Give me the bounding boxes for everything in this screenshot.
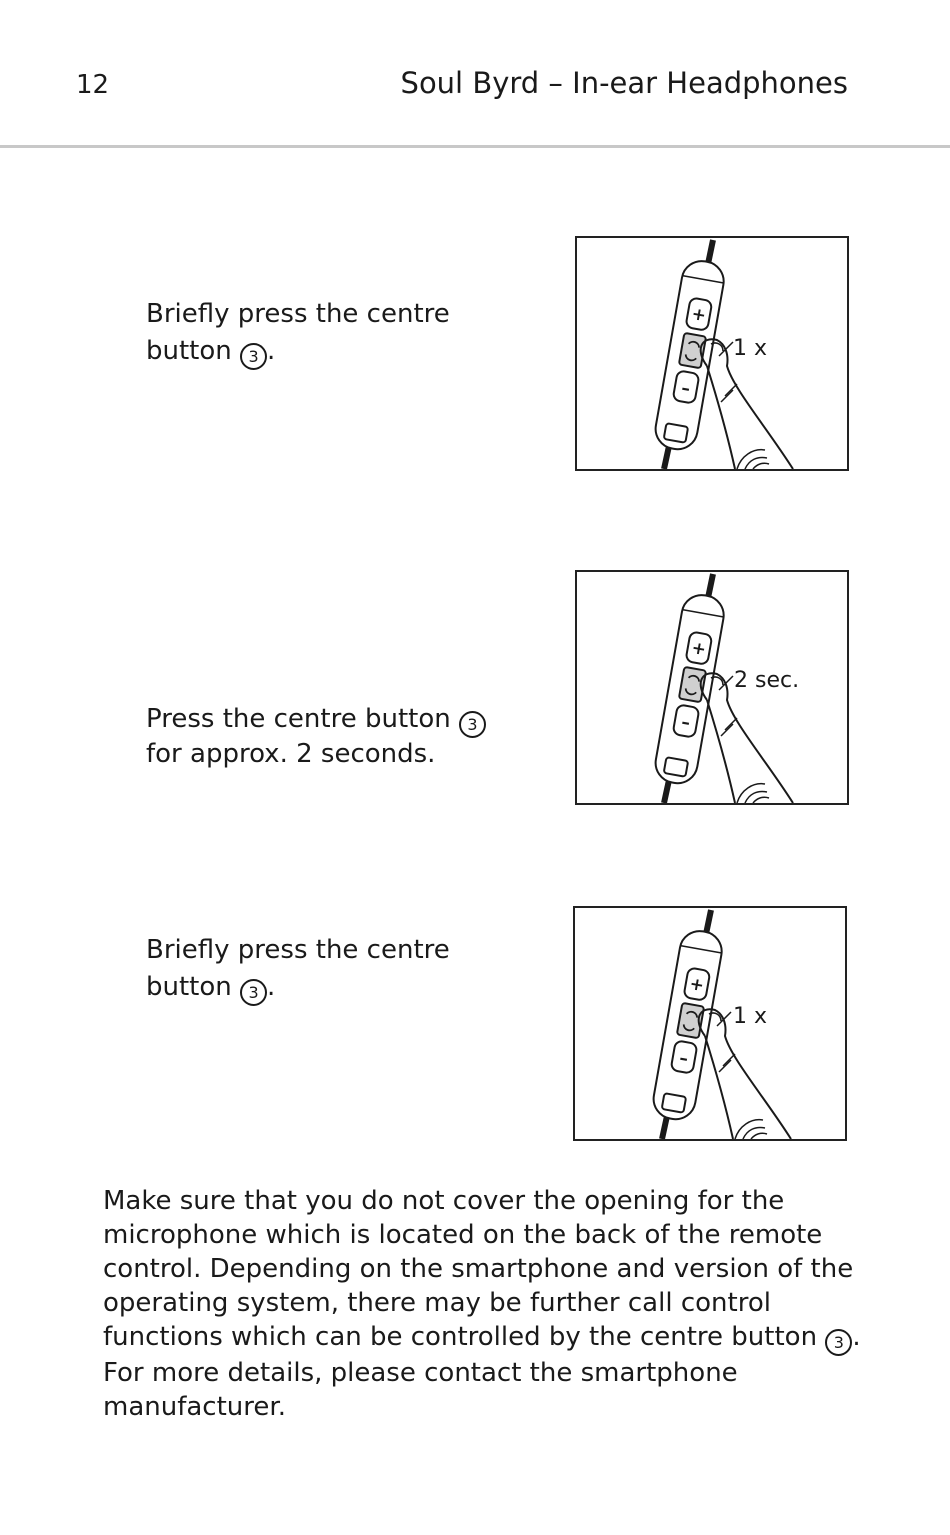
cable-bottom [662, 1116, 667, 1139]
running-title: Soul Byrd – In-ear Headphones [400, 66, 848, 100]
cable-bottom [664, 446, 669, 469]
note-text-end: . For more details, please contact the smartphone manufacturer. [103, 1322, 861, 1422]
step-1-line-1: Briefly press the centre [146, 299, 450, 329]
remote-body [652, 592, 726, 786]
step-3-text [146, 932, 450, 1006]
remote-body [650, 928, 724, 1122]
step-2-line-1: Press the centre button [146, 704, 451, 734]
step-3-line-2: button [146, 972, 232, 1002]
remote-press-illustration [577, 238, 847, 469]
svg-text:+: + [689, 304, 708, 327]
circled-number-ref: 3 [240, 979, 267, 1006]
svg-text:–: – [679, 712, 692, 734]
cable-top [706, 910, 711, 934]
remote-press-illustration [577, 572, 847, 803]
note-text: Make sure that you do not cover the opening for the microphone which is located on the back of the remote control. Depending on the smartphone and version of the operating system, there may be further call control functions which can be controlled by the centre button [103, 1186, 854, 1352]
remote-body [652, 258, 726, 452]
step-2-figure [575, 570, 849, 805]
step-3-figure [573, 906, 847, 1141]
svg-text:–: – [679, 378, 692, 400]
remote-press-illustration [575, 908, 845, 1139]
step-1-figure-label: 1 x [733, 336, 768, 361]
cable-top [708, 574, 713, 598]
step-1-figure [575, 236, 849, 471]
svg-text:–: – [677, 1048, 690, 1070]
usage-note [103, 1184, 863, 1424]
circled-number-ref: 3 [459, 711, 486, 738]
page-number: 12 [76, 70, 110, 100]
circled-number-ref: 3 [240, 343, 267, 370]
cable-bottom [664, 780, 669, 803]
step-2-line-2: for approx. 2 seconds. [146, 739, 436, 769]
step-2-figure-label: 2 sec. [734, 668, 800, 693]
step-1-text [146, 296, 450, 370]
step-3-line-1: Briefly press the centre [146, 935, 450, 965]
circled-number-ref: 3 [825, 1329, 852, 1356]
step-3-figure-label: 1 x [733, 1004, 768, 1029]
step-3-period: . [267, 972, 276, 1002]
step-2-text [146, 703, 486, 771]
cable-top [708, 240, 713, 264]
svg-text:+: + [687, 974, 706, 997]
step-1-line-2: button [146, 336, 232, 366]
header-rule [0, 145, 950, 148]
step-1-period: . [267, 336, 276, 366]
svg-text:+: + [689, 638, 708, 661]
